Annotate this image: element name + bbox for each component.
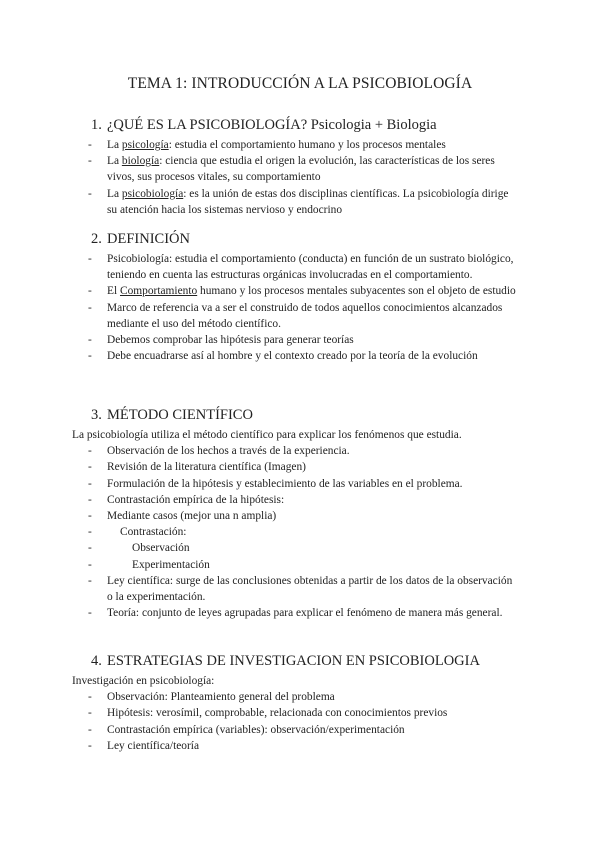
list-item	[0, 689, 600, 705]
bullet-dash: -	[88, 707, 92, 720]
term-biologia: biología	[121, 155, 160, 168]
list-item-nested	[0, 540, 600, 556]
item-text: Contrastación:	[120, 526, 187, 539]
section-heading	[0, 653, 600, 673]
bullet-dash: -	[88, 461, 92, 474]
item-text: humano y los procesos mentales subyacentes son el objeto de estudio	[197, 285, 516, 298]
item-text: Revisión de la literatura científica (Imagen)	[107, 461, 306, 474]
section-estrategias	[0, 653, 600, 754]
bullet-dash: -	[88, 493, 92, 506]
section-definicion	[0, 231, 600, 364]
list-item	[0, 332, 600, 348]
list-item	[0, 137, 600, 153]
item-text: Ley científica: surge de las conclusiones obtenidas a partir de los datos de la observación o la experimentación.	[107, 574, 513, 604]
bullet-dash: -	[88, 558, 92, 571]
list-item	[0, 476, 600, 492]
item-text: Contrastación empírica de la hipótesis:	[107, 493, 285, 506]
list-item	[0, 153, 600, 185]
list-item	[0, 300, 600, 332]
item-text: Teoría: conjunto de leyes agrupadas para explicar el fenómeno de manera más general.	[107, 607, 503, 620]
list-item	[0, 738, 600, 754]
list-item	[0, 705, 600, 721]
item-text: Observación de los hechos a través de la experiencia.	[107, 445, 350, 458]
item-text: Hipótesis: verosímil, comprobable, relacionada con conocimientos previos	[107, 707, 448, 720]
bullet-dash: -	[88, 350, 92, 363]
list-item	[0, 508, 600, 524]
section-heading	[0, 407, 600, 427]
list-item	[0, 283, 600, 299]
item-prefix: El	[107, 285, 120, 298]
bullet-dash: -	[88, 723, 92, 736]
bullet-dash: -	[88, 739, 92, 752]
list-item	[0, 459, 600, 475]
section-title: DEFINICIÓN	[107, 231, 190, 247]
item-text: : estudia el comportamiento humano y los procesos mentales	[168, 139, 446, 151]
list-item	[0, 348, 600, 364]
item-text: Marco de referencia va a ser el construido de todos aquellos conocimientos alcanzados mediante el uso del método científico.	[107, 301, 503, 330]
bullet-dash: -	[88, 510, 92, 523]
term-comportamiento: Comportamiento	[119, 285, 198, 298]
item-text: Observación	[132, 542, 190, 555]
section-number: 4.	[91, 653, 102, 669]
bullet-dash: -	[88, 285, 92, 298]
section-number: 3.	[91, 407, 102, 423]
item-text: Debe encuadrarse así al hombre y el contexto creado por la teoría de la evolución	[107, 350, 478, 363]
section-intro: Investigación en psicobiología:	[72, 675, 215, 687]
item-text: Observación: Planteamiento general del problema	[107, 691, 335, 704]
section-metodo	[0, 407, 600, 621]
item-text: Psicobiología: estudia el comportamiento (conducta) en función de un sustrato biológico, teniendo en cuenta las estructuras orgánicas involucradas en el comportamiento.	[107, 253, 514, 282]
section-title: ¿QUÉ ES LA PSICOBIOLOGÍA? Psicologia + Biologia	[107, 117, 437, 133]
section-number: 1.	[91, 117, 102, 133]
bullet-dash: -	[88, 253, 92, 265]
bullet-dash: -	[88, 155, 92, 168]
bullet-dash: -	[88, 526, 92, 539]
item-text: : es la unión de estas dos disciplinas científicas. La psicobiología dirige su atención hacia los sistemas nervioso y endocrino	[107, 187, 509, 216]
section-intro: La psicobiología utiliza el método científico para explicar los fenómenos que estudia.	[72, 429, 462, 441]
item-text: Mediante casos (mejor una n amplia)	[107, 510, 277, 523]
bullet-dash: -	[88, 187, 92, 200]
bullet-dash: -	[88, 334, 92, 347]
list-item	[0, 186, 600, 218]
section-what-is	[0, 117, 600, 218]
list-item	[0, 722, 600, 738]
item-text: Debemos comprobar las hipótesis para generar teorías	[107, 334, 354, 347]
bullet-dash: -	[88, 301, 92, 314]
bullet-dash: -	[88, 607, 92, 620]
item-text: Formulación de la hipótesis y establecimiento de las variables en el problema.	[107, 477, 463, 490]
section-number: 2.	[91, 231, 102, 247]
item-text: Ley científica/teoría	[107, 739, 200, 752]
list-item	[0, 605, 600, 621]
bullet-dash: -	[88, 445, 92, 458]
list-item	[0, 251, 600, 283]
bullet-dash: -	[88, 691, 92, 704]
term-psicologia: psicología	[121, 139, 169, 151]
list-item-nested	[0, 557, 600, 573]
list-item	[0, 443, 600, 459]
page-title: TEMA 1: INTRODUCCIÓN A LA PSICOBIOLOGÍA	[127, 75, 473, 92]
section-heading	[0, 231, 600, 251]
item-prefix: La	[107, 187, 122, 200]
section-title: ESTRATEGIAS DE INVESTIGACION EN PSICOBIOLOGIA	[107, 653, 480, 669]
item-prefix: La	[107, 139, 122, 151]
bullet-dash: -	[88, 574, 92, 587]
section-heading	[0, 117, 600, 137]
bullet-dash: -	[88, 139, 92, 151]
list-item-nested	[0, 524, 600, 540]
item-text: : ciencia que estudia el origen la evolución, las características de los seres vivos, sus procesos vitales, su comportamiento	[107, 155, 495, 184]
bullet-dash: -	[88, 542, 92, 555]
bullet-dash: -	[88, 477, 92, 490]
item-text: Experimentación	[132, 558, 210, 571]
list-item	[0, 492, 600, 508]
item-text: Contrastación empírica (variables): observación/experimentación	[107, 723, 405, 736]
section-title: MÉTODO CIENTÍFICO	[107, 407, 253, 423]
item-prefix: La	[107, 155, 122, 168]
term-psicobiologia: psicobiología	[121, 187, 184, 200]
list-item	[0, 573, 600, 605]
